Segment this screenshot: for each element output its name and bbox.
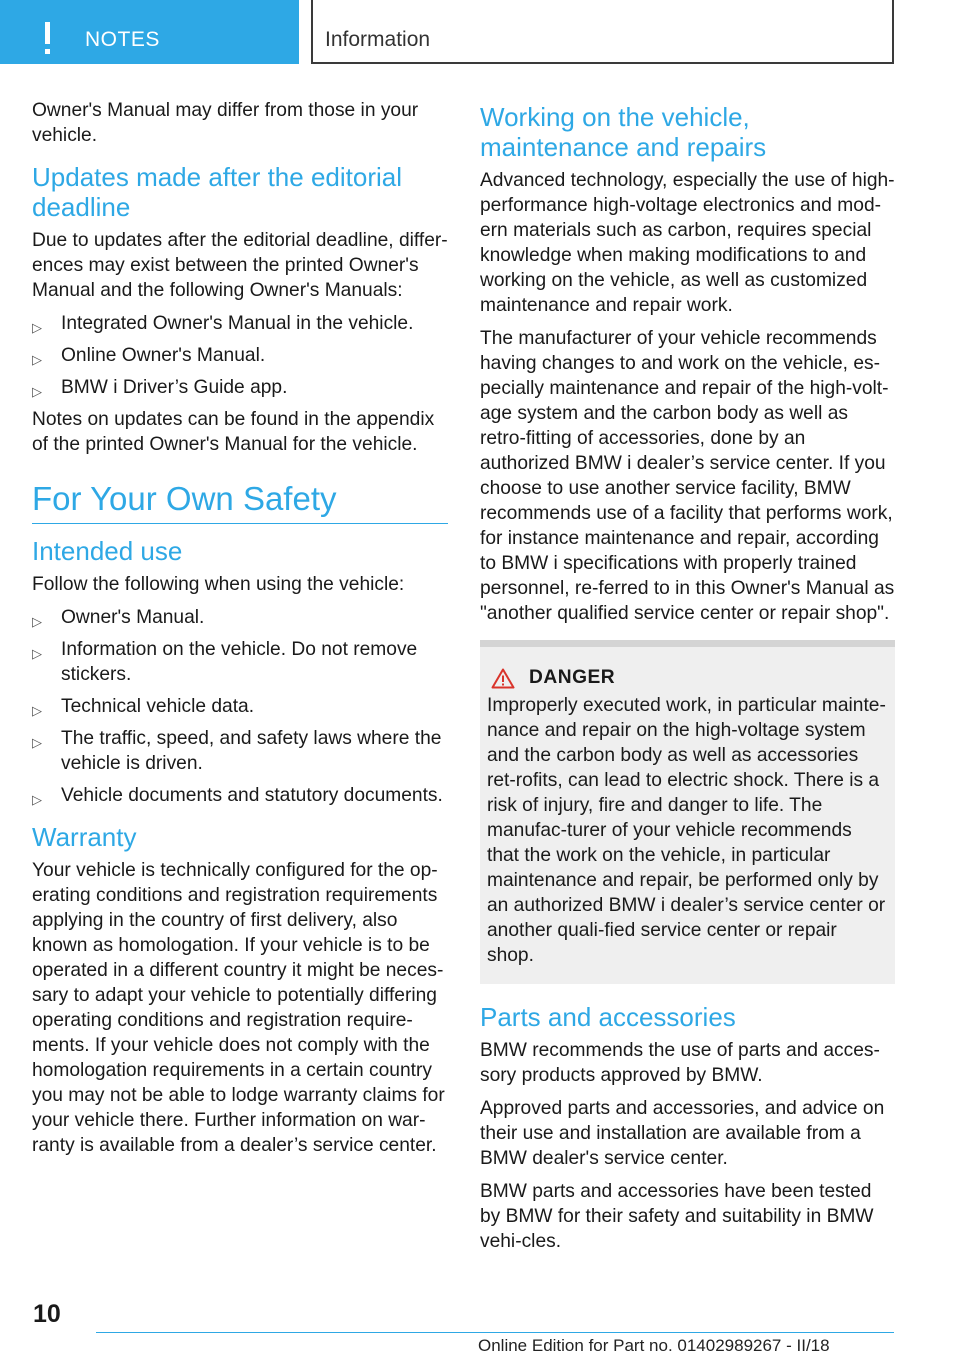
header-section-label: Information: [325, 28, 431, 51]
list-item: ▷ Technical vehicle data.: [32, 694, 448, 719]
parts-paragraph-3: BMW parts and accessories have been tested by BMW for their safety and suitability in BMW vehi-cles.: [480, 1181, 874, 1252]
danger-title: DANGER: [529, 667, 616, 688]
footer-edition: Online Edition for Part no. 01402989267 - II/18: [478, 1336, 830, 1355]
list-item: ▷ Integrated Owner's Manual in the vehicle.: [32, 311, 448, 336]
danger-box: [480, 640, 895, 984]
header-tab-label: NOTES: [85, 28, 160, 51]
warning-triangle-icon: [491, 668, 515, 689]
parts-heading: Parts and accessories: [480, 1002, 736, 1032]
updates-paragraph: Due to updates after the editorial deadline, differ-ences may exist between the printed Owner's Manual and the following Owner's Manuals:: [32, 230, 448, 301]
intended-use-paragraph: Follow the following when using the vehicle:: [32, 574, 405, 595]
intended-use-heading: Intended use: [32, 536, 183, 566]
triangle-bullet-icon: ▷: [32, 352, 42, 367]
updates-note: Notes on updates can be found in the appendix of the printed Owner's Manual for the vehicle.: [32, 409, 435, 455]
parts-paragraph-2: Approved parts and accessories, and advice on their use and installation are available from a BMW dealer's service center.: [480, 1098, 885, 1169]
danger-text: Improperly executed work, in particular mainte-nance and repair on the high-voltage system and the carbon body as well as accessories ret-rofits, can lead to electric shock. There is a risk of injury, fire and danger to life. The manufac-turer of your vehicle recommends that the work on the vehicle, in particular maintenance and repair, be performed only by an authorized BMW i dealer’s service center or another quali-fied service center or repair shop.: [487, 695, 886, 966]
warranty-paragraph: Your vehicle is technically configured for the op-erating conditions and registration requirements applying in the country of first delivery, also known as homologation. If your vehicle is to be operated in a different country it might be neces-sary to adapt your vehicle to potentially differing operating conditions and registration require-ments. If your vehicle does not comply with the homologation requirements in a certain country you may not be able to lodge warranty claims for your vehicle there. Further information on war-ranty is available from a dealer’s service center.: [32, 860, 445, 1156]
danger-header: [487, 667, 888, 689]
safety-heading: For Your Own Safety: [32, 479, 448, 524]
triangle-bullet-icon: ▷: [32, 614, 42, 629]
updates-list: [32, 311, 448, 400]
list-item: ▷ Information on the vehicle. Do not remove stickers.: [32, 639, 418, 685]
exclamation-icon: [42, 22, 52, 56]
warranty-heading: Warranty: [32, 822, 137, 852]
parts-paragraph-1: BMW recommends the use of parts and acces-sory products approved by BMW.: [480, 1040, 880, 1086]
list-item: ▷ The traffic, speed, and safety laws where the vehicle is driven.: [32, 728, 442, 774]
right-column: [480, 98, 895, 1262]
triangle-bullet-icon: ▷: [32, 735, 42, 750]
triangle-bullet-icon: ▷: [32, 646, 42, 661]
page-number: 10: [33, 1300, 61, 1328]
left-column: [32, 98, 448, 1166]
work-paragraph-1: Advanced technology, especially the use of high-performance high-voltage electronics and mod-ern materials such as carbon, requires special knowledge when making modifications to and working on the vehicle, as well as customized maintenance and repair work.: [480, 170, 895, 316]
triangle-bullet-icon: ▷: [32, 792, 42, 807]
work-paragraph-2: The manufacturer of your vehicle recommends having changes to and work on the vehicle, es-pecially maintenance and repair of the high-volt-age system and the carbon body as well as retro-fitting of accessories, done by an authorized BMW i dealer’s service center. If you choose to use another service facility, BMW recommends use of a facility that performs work, for instance maintenance and repair, according to BMW i specifications with properly trained personnel, re-ferred to in this Owner's Manual as "another qualified service center or repair shop".: [480, 328, 895, 624]
updates-heading: Updates made after the editorial deadline: [32, 162, 402, 222]
intended-use-list: [32, 605, 448, 808]
list-item: ▷ Owner's Manual.: [32, 605, 448, 630]
triangle-bullet-icon: ▷: [32, 384, 42, 399]
list-item: ▷ Online Owner's Manual.: [32, 343, 448, 368]
triangle-bullet-icon: ▷: [32, 703, 42, 718]
intro-text: Owner's Manual may differ from those in your vehicle.: [32, 100, 419, 146]
triangle-bullet-icon: ▷: [32, 320, 42, 335]
footer-divider: [96, 1332, 894, 1333]
list-item: ▷ BMW i Driver’s Guide app.: [32, 375, 448, 400]
work-heading: Working on the vehicle, maintenance and repairs: [480, 102, 767, 162]
list-item: ▷ Vehicle documents and statutory documents.: [32, 783, 448, 808]
